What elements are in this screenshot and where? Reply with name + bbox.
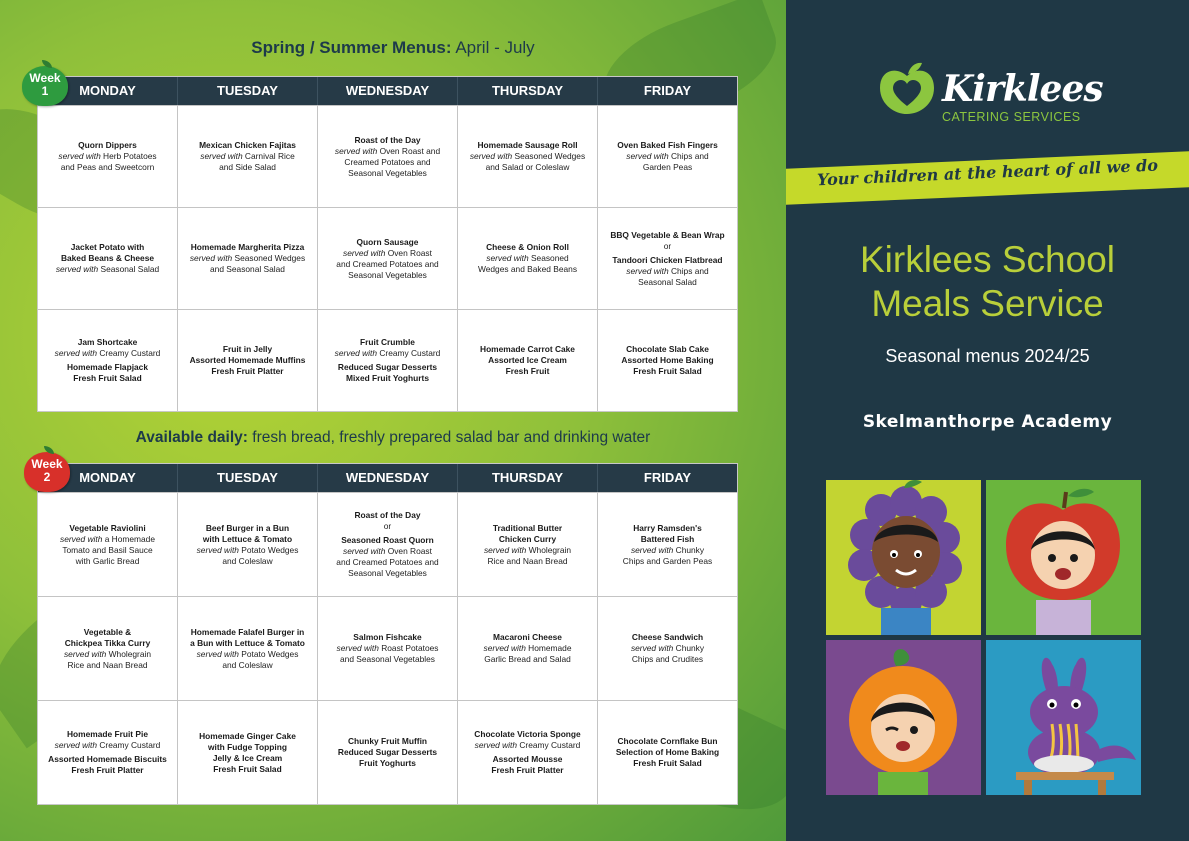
week1-table bbox=[37, 76, 738, 412]
menu-line: Seasonal Vegetables bbox=[348, 568, 427, 578]
week2-header-row bbox=[38, 464, 737, 492]
menu-line: Fresh Fruit Platter bbox=[71, 765, 144, 775]
menu-line: Beef Burger in a Bun bbox=[205, 522, 290, 533]
menu-line: Macaroni Cheese bbox=[493, 632, 562, 642]
page-title-line2: Meals Service bbox=[871, 283, 1104, 324]
menu-line: served with Oven Roast bbox=[343, 247, 432, 258]
menu-line: or bbox=[663, 240, 672, 251]
menu-line: Creamed Potatoes and bbox=[344, 156, 431, 167]
menu-line: served with Creamy Custard bbox=[54, 740, 161, 750]
brand-name: Kirklees bbox=[942, 68, 1103, 110]
menu-line: served with Roast Potatoes bbox=[336, 643, 439, 653]
kirklees-logo bbox=[878, 50, 1138, 130]
daily-notice-bold: Available daily: bbox=[135, 429, 248, 446]
menu-line: Cheese Sandwich bbox=[631, 632, 704, 642]
menu-line: Assorted Home Baking bbox=[621, 355, 714, 365]
menu-line: Quorn Dippers bbox=[78, 140, 137, 150]
day-header: MONDAY bbox=[38, 77, 178, 105]
menu-line: Vegetable Raviolini bbox=[69, 522, 146, 533]
menu-cell-monday bbox=[38, 208, 178, 309]
menu-line: Homemade Carrot Cake bbox=[480, 344, 575, 354]
menu-title-bold: Spring / Summer Menus: bbox=[251, 38, 452, 57]
menu-line: served with Oven Roast bbox=[343, 546, 432, 556]
orange-child-illustration bbox=[826, 640, 981, 795]
menu-line: Mixed Fruit Yoghurts bbox=[346, 373, 429, 383]
menu-line: Roast of the Day bbox=[354, 134, 421, 145]
menu-line: served with a Homemade bbox=[60, 533, 155, 544]
menu-line: Fruit Yoghurts bbox=[359, 758, 416, 768]
day-header: FRIDAY bbox=[643, 470, 692, 485]
menu-line: Assorted Homemade Biscuits bbox=[48, 754, 167, 764]
menu-cell-thursday bbox=[458, 493, 598, 596]
menu-line: Roast of the Day bbox=[354, 510, 421, 520]
day-header: WEDNESDAY bbox=[318, 464, 458, 492]
apple-heart-icon bbox=[878, 62, 936, 116]
menu-line: served with Potato Wedges bbox=[196, 544, 299, 555]
menu-line: served with Homemade bbox=[483, 643, 572, 653]
menu-line: a Bun with Lettuce & Tomato bbox=[190, 637, 305, 648]
tagline: Your children at the heart of all we do bbox=[816, 155, 1159, 190]
menu-line: Homemade Margherita Pizza bbox=[190, 242, 305, 252]
menu-line: served with Wholegrain bbox=[483, 544, 572, 555]
week2-badge-number: 2 bbox=[43, 470, 51, 484]
menu-line: served with Creamy Custard bbox=[334, 348, 441, 358]
menu-line: served with Chunky bbox=[630, 643, 705, 653]
menu-line: Jelly & Ice Cream bbox=[212, 752, 283, 763]
menu-line: Selection of Home Baking bbox=[615, 747, 720, 757]
menu-line: with Fudge Topping bbox=[208, 741, 287, 752]
menu-line: Fresh Fruit Salad bbox=[633, 366, 702, 376]
menu-line: and Creamed Potatoes and bbox=[336, 557, 439, 567]
menu-line: Rice and Naan Bread bbox=[67, 659, 148, 670]
menu-line: Battered Fish bbox=[640, 533, 695, 544]
menu-line: Homemade Ginger Cake bbox=[199, 730, 296, 741]
menu-cell-wednesday bbox=[318, 701, 458, 804]
menu-line: with Garlic Bread bbox=[75, 555, 140, 566]
week1-header-row bbox=[38, 77, 737, 105]
menu-line: and Creamed Potatoes and bbox=[336, 258, 439, 269]
menu-line: Reduced Sugar Desserts bbox=[337, 747, 438, 757]
day-header: FRIDAY bbox=[643, 83, 692, 98]
cover-panel bbox=[786, 0, 1189, 841]
week1-badge-label: Week bbox=[29, 71, 61, 85]
menu-line: Quorn Sausage bbox=[356, 236, 419, 247]
menu-cell-monday bbox=[38, 701, 178, 804]
grape-child-illustration bbox=[826, 480, 981, 635]
menu-line: BBQ Vegetable & Bean Wrap bbox=[610, 229, 725, 240]
menu-cell-monday bbox=[38, 597, 178, 700]
menu-line: Homemade Falafel Burger in bbox=[190, 626, 305, 637]
menu-line: with Lettuce & Tomato bbox=[202, 533, 293, 544]
menu-line: served with Carnival Rice bbox=[200, 151, 295, 161]
menu-line: Assorted Mousse bbox=[492, 754, 563, 764]
menu-line: Tandoori Chicken Flatbread bbox=[612, 254, 723, 265]
daily-notice-text: fresh bread, freshly prepared salad bar and drinking water bbox=[247, 429, 651, 446]
table-row bbox=[38, 700, 737, 804]
menu-cell-tuesday bbox=[178, 701, 318, 804]
menu-line: Chunky Fruit Muffin bbox=[347, 736, 428, 746]
menu-line: Chickpea Tikka Curry bbox=[64, 637, 151, 648]
menu-line: served with Seasoned bbox=[486, 253, 569, 263]
menu-line: Assorted Homemade Muffins bbox=[189, 355, 306, 365]
menu-line: Cheese & Onion Roll bbox=[486, 242, 569, 252]
menu-line: Jam Shortcake bbox=[77, 337, 138, 347]
menu-cell-thursday bbox=[458, 597, 598, 700]
menu-cell-monday bbox=[38, 106, 178, 207]
day-header: THURSDAY bbox=[458, 464, 598, 492]
apple-stem-icon bbox=[44, 446, 54, 454]
menu-line: Fruit in Jelly bbox=[222, 344, 273, 354]
menu-line: Garlic Bread and Salad bbox=[484, 654, 571, 664]
day-header: TUESDAY bbox=[178, 464, 318, 492]
menu-line: Fresh Fruit Salad bbox=[213, 763, 282, 774]
menu-cell-tuesday bbox=[178, 493, 318, 596]
menu-cell-wednesday bbox=[318, 106, 458, 207]
menu-title bbox=[0, 38, 786, 58]
menu-cell-friday bbox=[598, 106, 737, 207]
apple-stem-icon bbox=[42, 60, 52, 68]
menu-line: served with Herb Potatoes bbox=[58, 151, 157, 161]
menu-line: Oven Baked Fish Fingers bbox=[617, 140, 718, 150]
menu-line: Jacket Potato with bbox=[70, 242, 145, 252]
menu-line: and Peas and Sweetcorn bbox=[60, 162, 155, 172]
menu-line: Chicken Curry bbox=[498, 533, 557, 544]
page-subtitle: Seasonal menus 2024/25 bbox=[885, 346, 1090, 366]
menu-cell-tuesday bbox=[178, 310, 318, 411]
menu-cell-friday bbox=[598, 597, 737, 700]
menu-line: served with Chips and bbox=[626, 265, 709, 276]
day-header: THURSDAY bbox=[458, 77, 598, 105]
table-row bbox=[38, 105, 737, 207]
menu-cell-thursday bbox=[458, 106, 598, 207]
menu-cell-wednesday bbox=[318, 493, 458, 596]
menu-line: Chips and Garden Peas bbox=[622, 555, 713, 566]
menu-line: and Coleslaw bbox=[222, 555, 273, 566]
menu-line: Chocolate Cornflake Bun bbox=[617, 736, 718, 746]
menu-line: Homemade Fruit Pie bbox=[67, 729, 148, 739]
week1-badge-number: 1 bbox=[41, 84, 49, 98]
menu-line: or bbox=[383, 521, 392, 531]
menu-line: Assorted Ice Cream bbox=[488, 355, 567, 365]
menu-line: served with Creamy Custard bbox=[54, 348, 161, 358]
menu-line: Baked Beans & Cheese bbox=[60, 253, 155, 263]
menu-cell-thursday bbox=[458, 310, 598, 411]
menu-line: and Side Salad bbox=[219, 162, 276, 172]
menu-line: Fresh Fruit Platter bbox=[211, 366, 284, 376]
table-row bbox=[38, 492, 737, 596]
week2-badge bbox=[24, 452, 70, 492]
menu-line: and Seasonal Vegetables bbox=[340, 654, 435, 664]
menu-line: served with Potato Wedges bbox=[196, 648, 299, 659]
menu-line: Vegetable & bbox=[83, 626, 132, 637]
menu-line: Chips and Crudites bbox=[631, 654, 704, 664]
menu-cell-monday bbox=[38, 493, 178, 596]
menu-line: and Coleslaw bbox=[222, 659, 273, 670]
menu-line: Salmon Fishcake bbox=[353, 632, 422, 642]
menu-line: Rice and Naan Bread bbox=[487, 555, 568, 566]
page-title bbox=[786, 238, 1189, 326]
menu-line: served with Seasoned Wedges bbox=[189, 253, 306, 263]
menu-line: served with Oven Roast and bbox=[334, 145, 441, 156]
page-title-line1: Kirklees School bbox=[859, 239, 1115, 280]
menu-line: served with Seasoned Wedges bbox=[469, 151, 586, 161]
menu-line: Homemade Sausage Roll bbox=[477, 140, 578, 150]
week2-badge-label: Week bbox=[31, 457, 63, 471]
menu-cell-tuesday bbox=[178, 208, 318, 309]
menu-cell-tuesday bbox=[178, 106, 318, 207]
menu-cell-friday bbox=[598, 208, 737, 309]
menu-line: served with Seasonal Salad bbox=[55, 264, 160, 274]
menu-line: Mexican Chicken Fajitas bbox=[199, 140, 296, 150]
menu-line: and Salad or Coleslaw bbox=[485, 162, 570, 172]
menu-line: Seasonal Vegetables bbox=[348, 269, 427, 280]
menu-title-dates: April - July bbox=[451, 38, 535, 57]
menu-line: Traditional Butter bbox=[492, 522, 563, 533]
menu-cell-friday bbox=[598, 493, 737, 596]
menu-line: Reduced Sugar Desserts bbox=[337, 362, 438, 372]
day-header: WEDNESDAY bbox=[318, 77, 458, 105]
menu-cell-tuesday bbox=[178, 597, 318, 700]
table-row bbox=[38, 207, 737, 309]
apple-child-illustration bbox=[986, 480, 1141, 635]
menu-cell-thursday bbox=[458, 701, 598, 804]
week2-table bbox=[37, 463, 738, 805]
menu-line: Seasonal Salad bbox=[638, 276, 697, 287]
menu-line: Garden Peas bbox=[642, 162, 693, 172]
menu-cell-thursday bbox=[458, 208, 598, 309]
menu-line: and Seasonal Salad bbox=[210, 264, 285, 274]
week1-badge bbox=[22, 66, 68, 106]
menu-cell-friday bbox=[598, 701, 737, 804]
menu-line: Harry Ramsden's bbox=[633, 522, 702, 533]
table-row bbox=[38, 309, 737, 411]
menu-line: Tomato and Basil Sauce bbox=[62, 544, 153, 555]
day-header: MONDAY bbox=[38, 464, 178, 492]
menu-cell-wednesday bbox=[318, 208, 458, 309]
menu-line: served with Wholegrain bbox=[63, 648, 152, 659]
menu-cell-monday bbox=[38, 310, 178, 411]
menu-line: served with Chunky bbox=[630, 544, 705, 555]
menu-line: Homemade Flapjack bbox=[67, 362, 148, 372]
menu-line: Wedges and Baked Beans bbox=[477, 264, 578, 274]
menu-line: Fruit Crumble bbox=[360, 337, 415, 347]
day-header: TUESDAY bbox=[178, 77, 318, 105]
menu-line: served with Chips and bbox=[626, 151, 709, 161]
menu-cell-wednesday bbox=[318, 310, 458, 411]
menu-cell-wednesday bbox=[318, 597, 458, 700]
menu-cell-friday bbox=[598, 310, 737, 411]
menu-line: Seasonal Vegetables bbox=[348, 167, 427, 178]
school-name: Skelmanthorpe Academy bbox=[862, 412, 1113, 432]
dragon-eating-illustration bbox=[986, 640, 1141, 795]
menu-line: Fresh Fruit bbox=[505, 366, 550, 376]
menu-line: served with Creamy Custard bbox=[474, 740, 581, 750]
menu-line: Fresh Fruit Salad bbox=[73, 373, 142, 383]
table-row bbox=[38, 596, 737, 700]
menu-line: Chocolate Slab Cake bbox=[626, 344, 709, 354]
daily-notice bbox=[0, 429, 786, 447]
menu-line: Fresh Fruit Salad bbox=[633, 758, 702, 768]
menu-line: Chocolate Victoria Sponge bbox=[474, 729, 581, 739]
brand-sub: CATERING SERVICES bbox=[942, 110, 1081, 124]
menu-line: Fresh Fruit Platter bbox=[491, 765, 564, 775]
menu-line: Seasoned Roast Quorn bbox=[341, 535, 434, 545]
